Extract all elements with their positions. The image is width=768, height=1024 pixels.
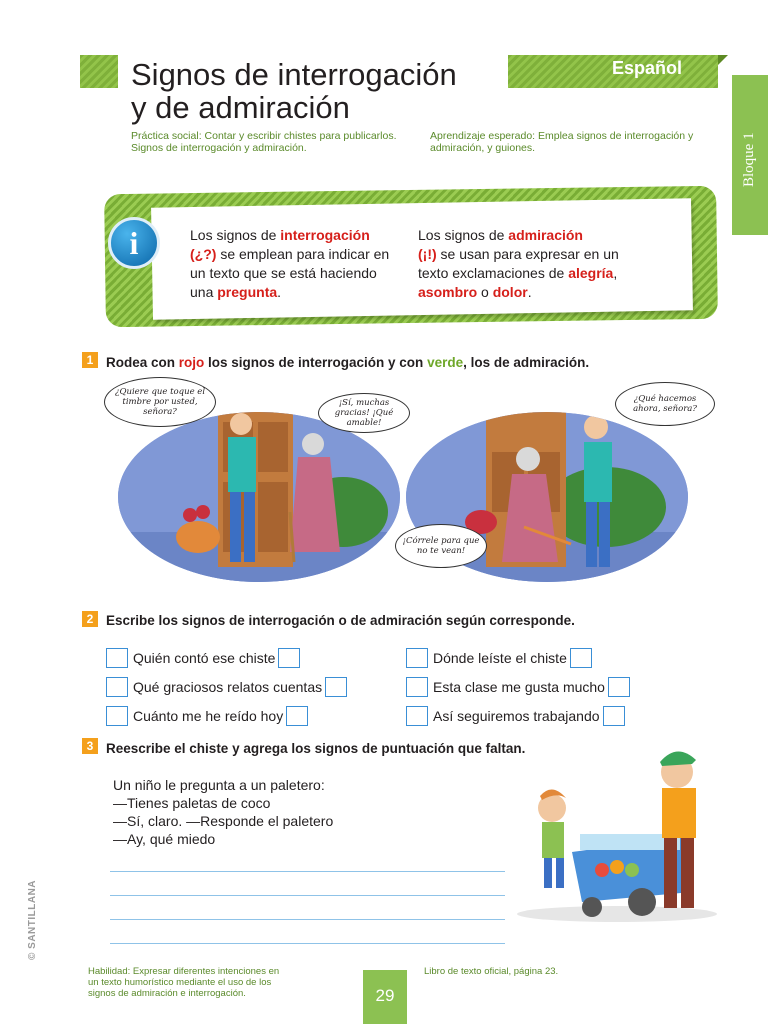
- answer-box-close[interactable]: [325, 677, 347, 697]
- speech-bubble-boy-question: ¿Quiere que toque el timbre por usted, señora?: [104, 377, 216, 427]
- joke-line: Un niño le pregunta a un paletero:: [113, 777, 325, 793]
- activity-2-instruction: Escribe los signos de interrogación o de admiración según corresponde.: [106, 613, 575, 628]
- block-tab: [732, 75, 768, 235]
- writing-line[interactable]: [110, 871, 505, 872]
- exercise-row-right-3: Así seguiremos trabajando: [406, 706, 625, 726]
- answer-box-open[interactable]: [106, 677, 128, 697]
- info-exclamation-text: Los signos de admiración (¡!) se usan para expresar en un texto exclamaciones de alegría, asombro o dolor.: [418, 227, 619, 300]
- scene-1-drawing: [118, 412, 400, 582]
- writing-line[interactable]: [110, 919, 505, 920]
- skill-note: Habilidad: Expresar diferentes intenciones en un texto humorístico mediante el uso de los signos de admiración e interrogación.: [88, 966, 280, 999]
- header-fold: [718, 55, 728, 65]
- copyright-mark: © SANTILLANA: [27, 879, 38, 960]
- activity-2-number: 2: [82, 611, 98, 627]
- social-practice: Práctica social: Contar y escribir chistes para publicarlos. Signos de interrogación y admiración.: [131, 130, 397, 154]
- answer-box-open[interactable]: [106, 648, 128, 668]
- page-number: 29: [375, 986, 395, 1005]
- textbook-reference: Libro de texto oficial, página 23.: [424, 966, 559, 977]
- answer-box-open[interactable]: [106, 706, 128, 726]
- speech-bubble-boy-what-now: ¿Qué hacemos ahora, señora?: [615, 382, 715, 426]
- title-line-2: y de admiración: [131, 90, 350, 125]
- answer-box-open[interactable]: [406, 677, 428, 697]
- activity-3-number: 3: [82, 738, 98, 754]
- answer-box-close[interactable]: [278, 648, 300, 668]
- joke-line: —Ay, qué miedo: [113, 831, 216, 847]
- info-interrogation-text: Los signos de interrogación (¿?) se emplean para indicar en un texto que se está haciendo una pregunta.: [190, 227, 390, 300]
- joke-line: —Tienes paletas de coco: [113, 795, 271, 811]
- info-icon: i: [108, 217, 160, 269]
- answer-box-close[interactable]: [286, 706, 308, 726]
- exercise-row-left-2: Qué graciosos relatos cuentas: [106, 677, 347, 697]
- exercise-row-right-1: Dónde leíste el chiste: [406, 648, 592, 668]
- writing-line[interactable]: [110, 895, 505, 896]
- header-stripe-left: [80, 55, 118, 88]
- joke-line: —Sí, claro. —Responde el paletero: [113, 813, 334, 829]
- answer-box-close[interactable]: [603, 706, 625, 726]
- speech-bubble-lady-run: ¡Córrele para que no te vean!: [395, 524, 487, 568]
- writing-line[interactable]: [110, 943, 505, 944]
- expected-learning: Aprendizaje esperado: Emplea signos de interrogación y admiración, y guiones.: [430, 130, 694, 154]
- activity-1-number: 1: [82, 352, 98, 368]
- activity-3-instruction: Reescribe el chiste y agrega los signos de puntuación que faltan.: [106, 741, 526, 756]
- answer-box-open[interactable]: [406, 706, 428, 726]
- exercise-row-right-2: Esta clase me gusta mucho: [406, 677, 630, 697]
- ice-cream-vendor-illustration: [512, 742, 727, 922]
- exercise-row-left-3: Cuánto me he reído hoy: [106, 706, 308, 726]
- scene-illustration-1: [118, 412, 400, 582]
- subject-label: Español: [612, 58, 683, 78]
- speech-bubble-lady-thanks: ¡Sí, muchas gracias! ¡Qué amable!: [318, 393, 410, 433]
- activity-1-instruction: Rodea con rojo los signos de interrogación y con verde, los de admiración.: [106, 355, 590, 370]
- title-line-1: Signos de interrogación: [131, 57, 457, 92]
- answer-box-open[interactable]: [406, 648, 428, 668]
- exercise-row-left-1: Quién contó ese chiste: [106, 648, 300, 668]
- joke-text: [113, 776, 333, 848]
- answer-box-close[interactable]: [608, 677, 630, 697]
- block-tab-label: Bloque 1: [741, 132, 757, 187]
- page-title: [131, 58, 457, 124]
- page-number-box: [363, 970, 407, 1024]
- answer-box-close[interactable]: [570, 648, 592, 668]
